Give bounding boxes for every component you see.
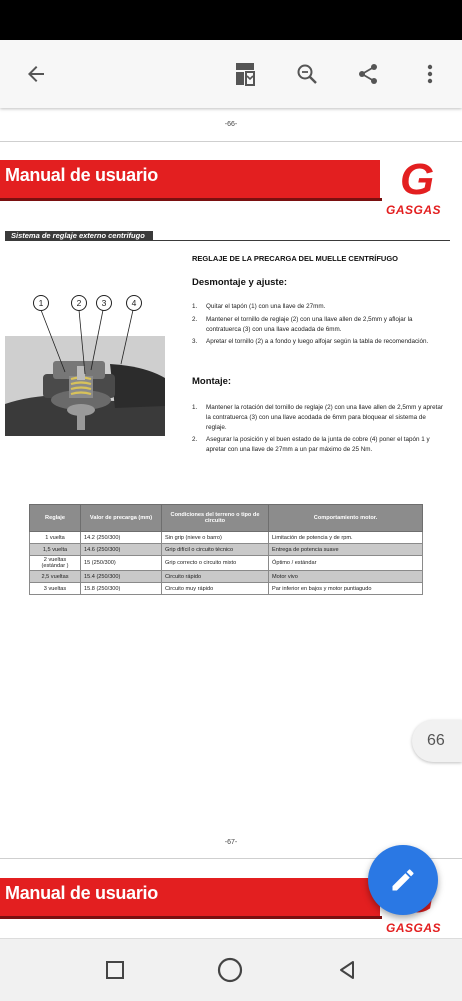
- section-header: [5, 231, 450, 241]
- gasgas-logo-text-2: GASGAS: [386, 921, 442, 935]
- step-item: 2. Mantener el tornillo de reglaje (2) con una llave allen de 2,5mm y aflojar la contratuerca (3) con una llave acodada de 6mm.: [192, 315, 413, 333]
- table-row: 2,5 vueltas 15.4 (250/300) Circuito rápido Motor vivo: [30, 571, 423, 583]
- callout-3: 3: [96, 295, 112, 311]
- more-vert-icon[interactable]: [414, 58, 446, 90]
- manual-header-title-2: Manual de usuario: [5, 883, 158, 903]
- callout-4: 4: [126, 295, 142, 311]
- step-item: 3. Apretar el tornillo (2) a a fondo y luego alfojar según la tabla de recomendación.: [192, 338, 429, 346]
- banner-shadow: [0, 198, 382, 201]
- edit-fab-button[interactable]: [368, 845, 438, 915]
- gasgas-logo-text: GASGAS: [386, 203, 442, 217]
- section-title: Sistema de reglaje externo centrifugo: [5, 231, 153, 241]
- table-header-cell: Condiciones del terreno o tipo de circuito: [162, 505, 269, 532]
- page-indicator-chip[interactable]: 66: [412, 720, 462, 762]
- table-row: 1,5 vuelta 14.6 (250/300) Grip difícil o circuito técnico Entrega de potencia suave: [30, 544, 423, 556]
- table-header-cell: Reglaje: [30, 505, 81, 532]
- table-row: 1 vuelta 14.2 (250/300) Sin grip (nieve o barro) Limitación de potencia y de rpm.: [30, 532, 423, 544]
- steps-desmontaje: [192, 302, 444, 350]
- page-separator: [0, 141, 462, 142]
- manual-header-banner: [0, 160, 380, 198]
- manual-header-title: Manual de usuario: [5, 165, 158, 185]
- table-row: 2 vueltas (estándar ) 15 (250/300) Grip correcto o circuito mixto Óptimo / estándar: [30, 556, 423, 571]
- gasgas-logo-mark: G: [400, 155, 435, 204]
- callout-1: 1: [33, 295, 49, 311]
- square-recents-icon[interactable]: [100, 955, 130, 985]
- page-number-66: -66-: [224, 121, 238, 128]
- app-toolbar: [0, 40, 462, 108]
- edit-pencil-icon: [389, 866, 417, 894]
- page-number-67: -67-: [224, 839, 238, 846]
- table-header-row: [30, 505, 423, 532]
- status-bar: [0, 0, 462, 40]
- callout-2: 2: [71, 295, 87, 311]
- table-header-cell: Comportamiento motor.: [269, 505, 423, 532]
- manual-header-banner-2: [0, 878, 380, 916]
- system-nav-bar: [0, 938, 462, 1001]
- subheading-desmontaje: Desmontaje y ajuste:: [192, 277, 288, 288]
- table-header-cell: Valor de precarga (mm): [81, 505, 162, 532]
- preload-table: [29, 504, 423, 595]
- arrow-back-icon[interactable]: [20, 58, 52, 90]
- callout-leader-lines: [25, 302, 145, 382]
- step-item: 1. Quitar el tapón (1) con una llave de 27mm.: [192, 303, 326, 310]
- banner-shadow: [0, 916, 382, 919]
- step-item: 2. Asegurar la posición y el buen estado de la junta de cobre (4) poner el tapón 1 y apretar con una llave de 27mm a un par máximo de 25 Nm.: [192, 436, 430, 453]
- circle-home-icon[interactable]: [215, 955, 245, 985]
- main-heading: REGLAJE DE LA PRECARGA DEL MUELLE CENTRÍFUGO: [192, 254, 398, 263]
- step-item: 1. Mantener la rotación del tornillo de reglaje (2) con una llave allen de 2,5mm y apretar la contratuerca (3) con una llave acodada de 6mm para bloquear el sistema de reglaje.: [192, 404, 443, 431]
- subheading-montaje: Montaje:: [192, 376, 232, 387]
- pdf-viewer[interactable]: [0, 108, 462, 938]
- triangle-back-icon[interactable]: [332, 955, 362, 985]
- table-row: 3 vueltas 15.8 (250/300) Circuito muy rápido Par inferior en bajos y motor puntiagudo: [30, 583, 423, 595]
- steps-montaje: [192, 403, 444, 458]
- zoom-search-icon[interactable]: [291, 58, 323, 90]
- share-icon[interactable]: [352, 58, 384, 90]
- page-layout-icon[interactable]: [229, 58, 261, 90]
